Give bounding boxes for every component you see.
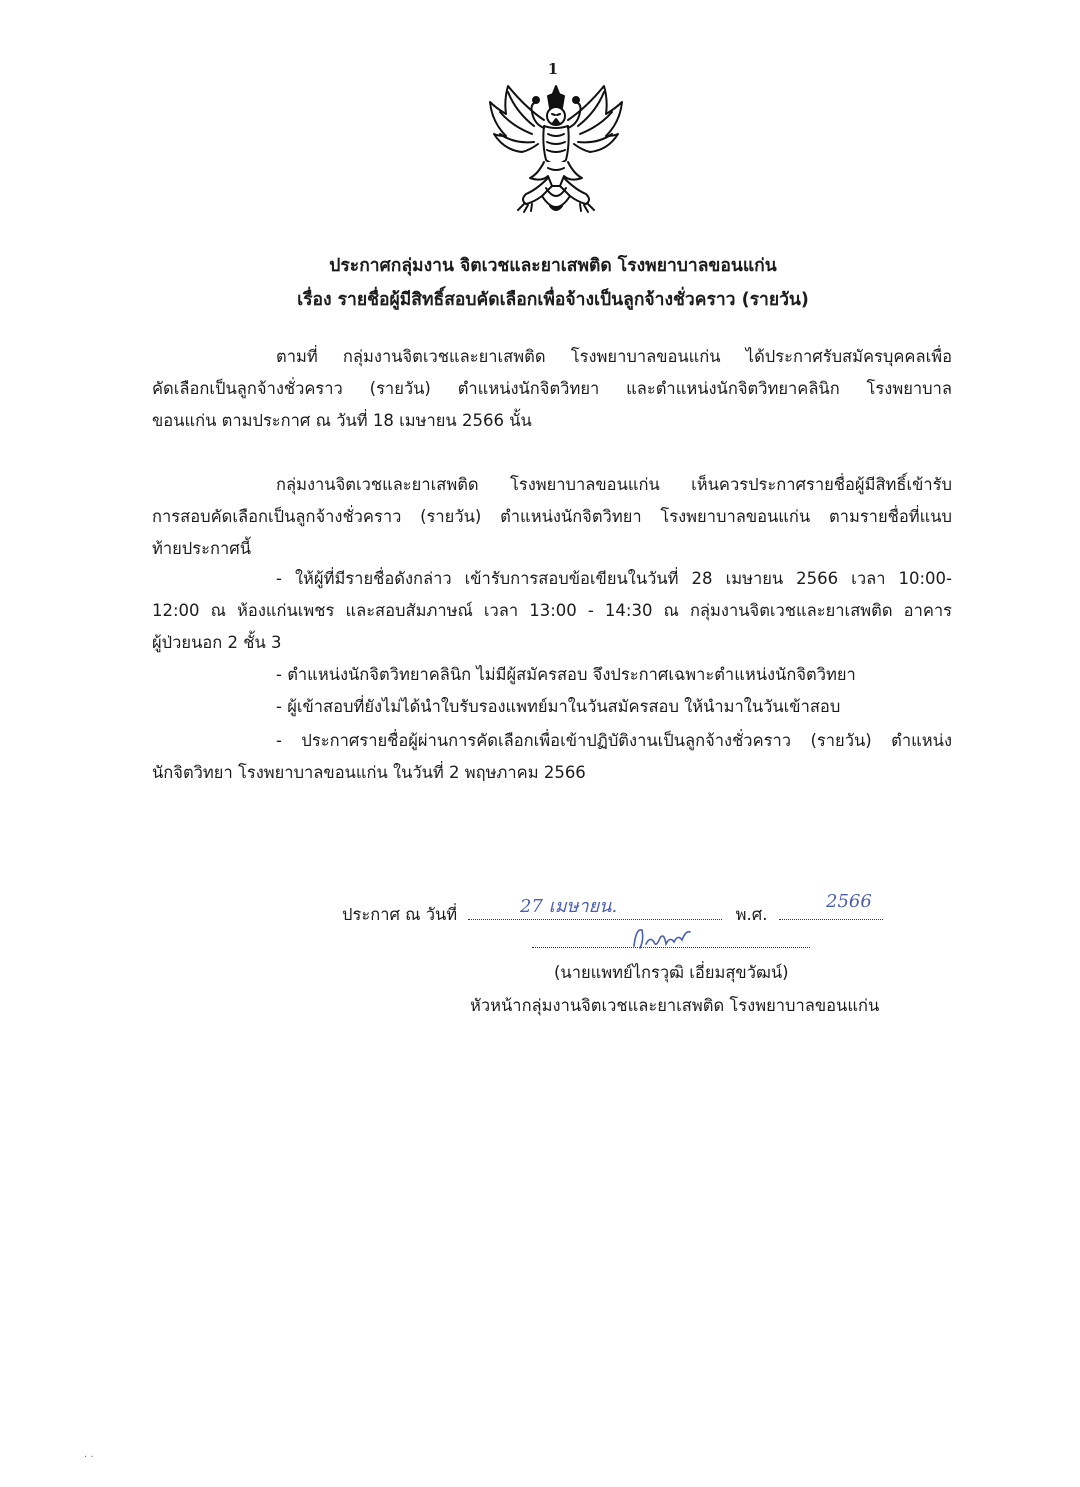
para1-line1: ตามที่ กลุ่มงานจิตเวชและยาเสพติด โรงพยาบาลขอนแก่น ได้ประกาศรับสมัครบุคคลเพื่อ (276, 347, 952, 366)
bullet4-line1: - ประกาศรายชื่อผู้ผ่านการคัดเลือกเพื่อเข้าปฏิบัติงานเป็นลูกจ้างชั่วคราว (รายวัน) ตำแหน่ง (276, 731, 952, 750)
bullet2: - ตำแหน่งนักจิตวิทยาคลินิก ไม่มีผู้สมัครสอบ จึงประกาศเฉพาะตำแหน่งนักจิตวิทยา (276, 665, 856, 684)
bullet1-line1: - ให้ผู้ที่มีรายชื่อดังกล่าว เข้ารับการสอบข้อเขียนในวันที่ 28 เมษายน 2566 เวลา 10:00- (276, 569, 952, 588)
para2-line2: การสอบคัดเลือกเป็นลูกจ้างชั่วคราว (รายวัน) ตำแหน่งนักจิตวิทยา โรงพยาบาลขอนแก่น ตามรายชื่อที่แนบ (152, 507, 952, 526)
bullet3: - ผู้เข้าสอบที่ยังไม่ได้นำใบรับรองแพทย์มาในวันสมัครสอบ ให้นำมาในวันเข้าสอบ (276, 697, 841, 716)
announced-label: ประกาศ ณ วันที่ (342, 905, 458, 924)
para1-line3: ขอนแก่น ตามประกาศ ณ วันที่ 18 เมษายน 2566 นั้น (152, 411, 532, 430)
handwritten-date: 27 เมษายน. (520, 896, 618, 917)
bullet4-line2: นักจิตวิทยา โรงพยาบาลขอนแก่น ในวันที่ 2 พฤษภาคม 2566 (152, 763, 586, 782)
signer-name: (นายแพทย์ไกรวุฒิ เอี่ยมสุขวัฒน์) (554, 963, 789, 982)
announcement-title: ประกาศกลุ่มงาน จิตเวชและยาเสพติด โรงพยาบาลขอนแก่น (329, 256, 777, 276)
handwritten-signature (628, 920, 698, 954)
page-number: 1 (547, 60, 559, 78)
scan-speck: · · (84, 1452, 94, 1463)
year-label: พ.ศ. (735, 905, 768, 924)
garuda-emblem-icon (486, 78, 626, 223)
handwritten-year: 2566 (826, 891, 872, 912)
signer-position: หัวหน้ากลุ่มงานจิตเวชและยาเสพติด โรงพยาบาลขอนแก่น (470, 996, 880, 1015)
bullet1-line3: ผู้ป่วยนอก 2 ชั้น 3 (152, 633, 282, 652)
para1-line2: คัดเลือกเป็นลูกจ้างชั่วคราว (รายวัน) ตำแหน่งนักจิตวิทยา และตำแหน่งนักจิตวิทยาคลินิก โรงพยาบาล (152, 379, 952, 398)
bullet1-line2: 12:00 ณ ห้องแก่นเพชร และสอบสัมภาษณ์ เวลา 13:00 - 14:30 ณ กลุ่มงานจิตเวชและยาเสพติด อาคาร (152, 601, 952, 620)
para2-line1: กลุ่มงานจิตเวชและยาเสพติด โรงพยาบาลขอนแก่น เห็นควรประกาศรายชื่อผู้มีสิทธิ์เข้ารับ (276, 475, 952, 494)
announcement-subject: เรื่อง รายชื่อผู้มีสิทธิ์สอบคัดเลือกเพื่อจ้างเป็นลูกจ้างชั่วคราว (รายวัน) (297, 290, 809, 310)
para2-line3: ท้ายประกาศนี้ (152, 539, 252, 558)
